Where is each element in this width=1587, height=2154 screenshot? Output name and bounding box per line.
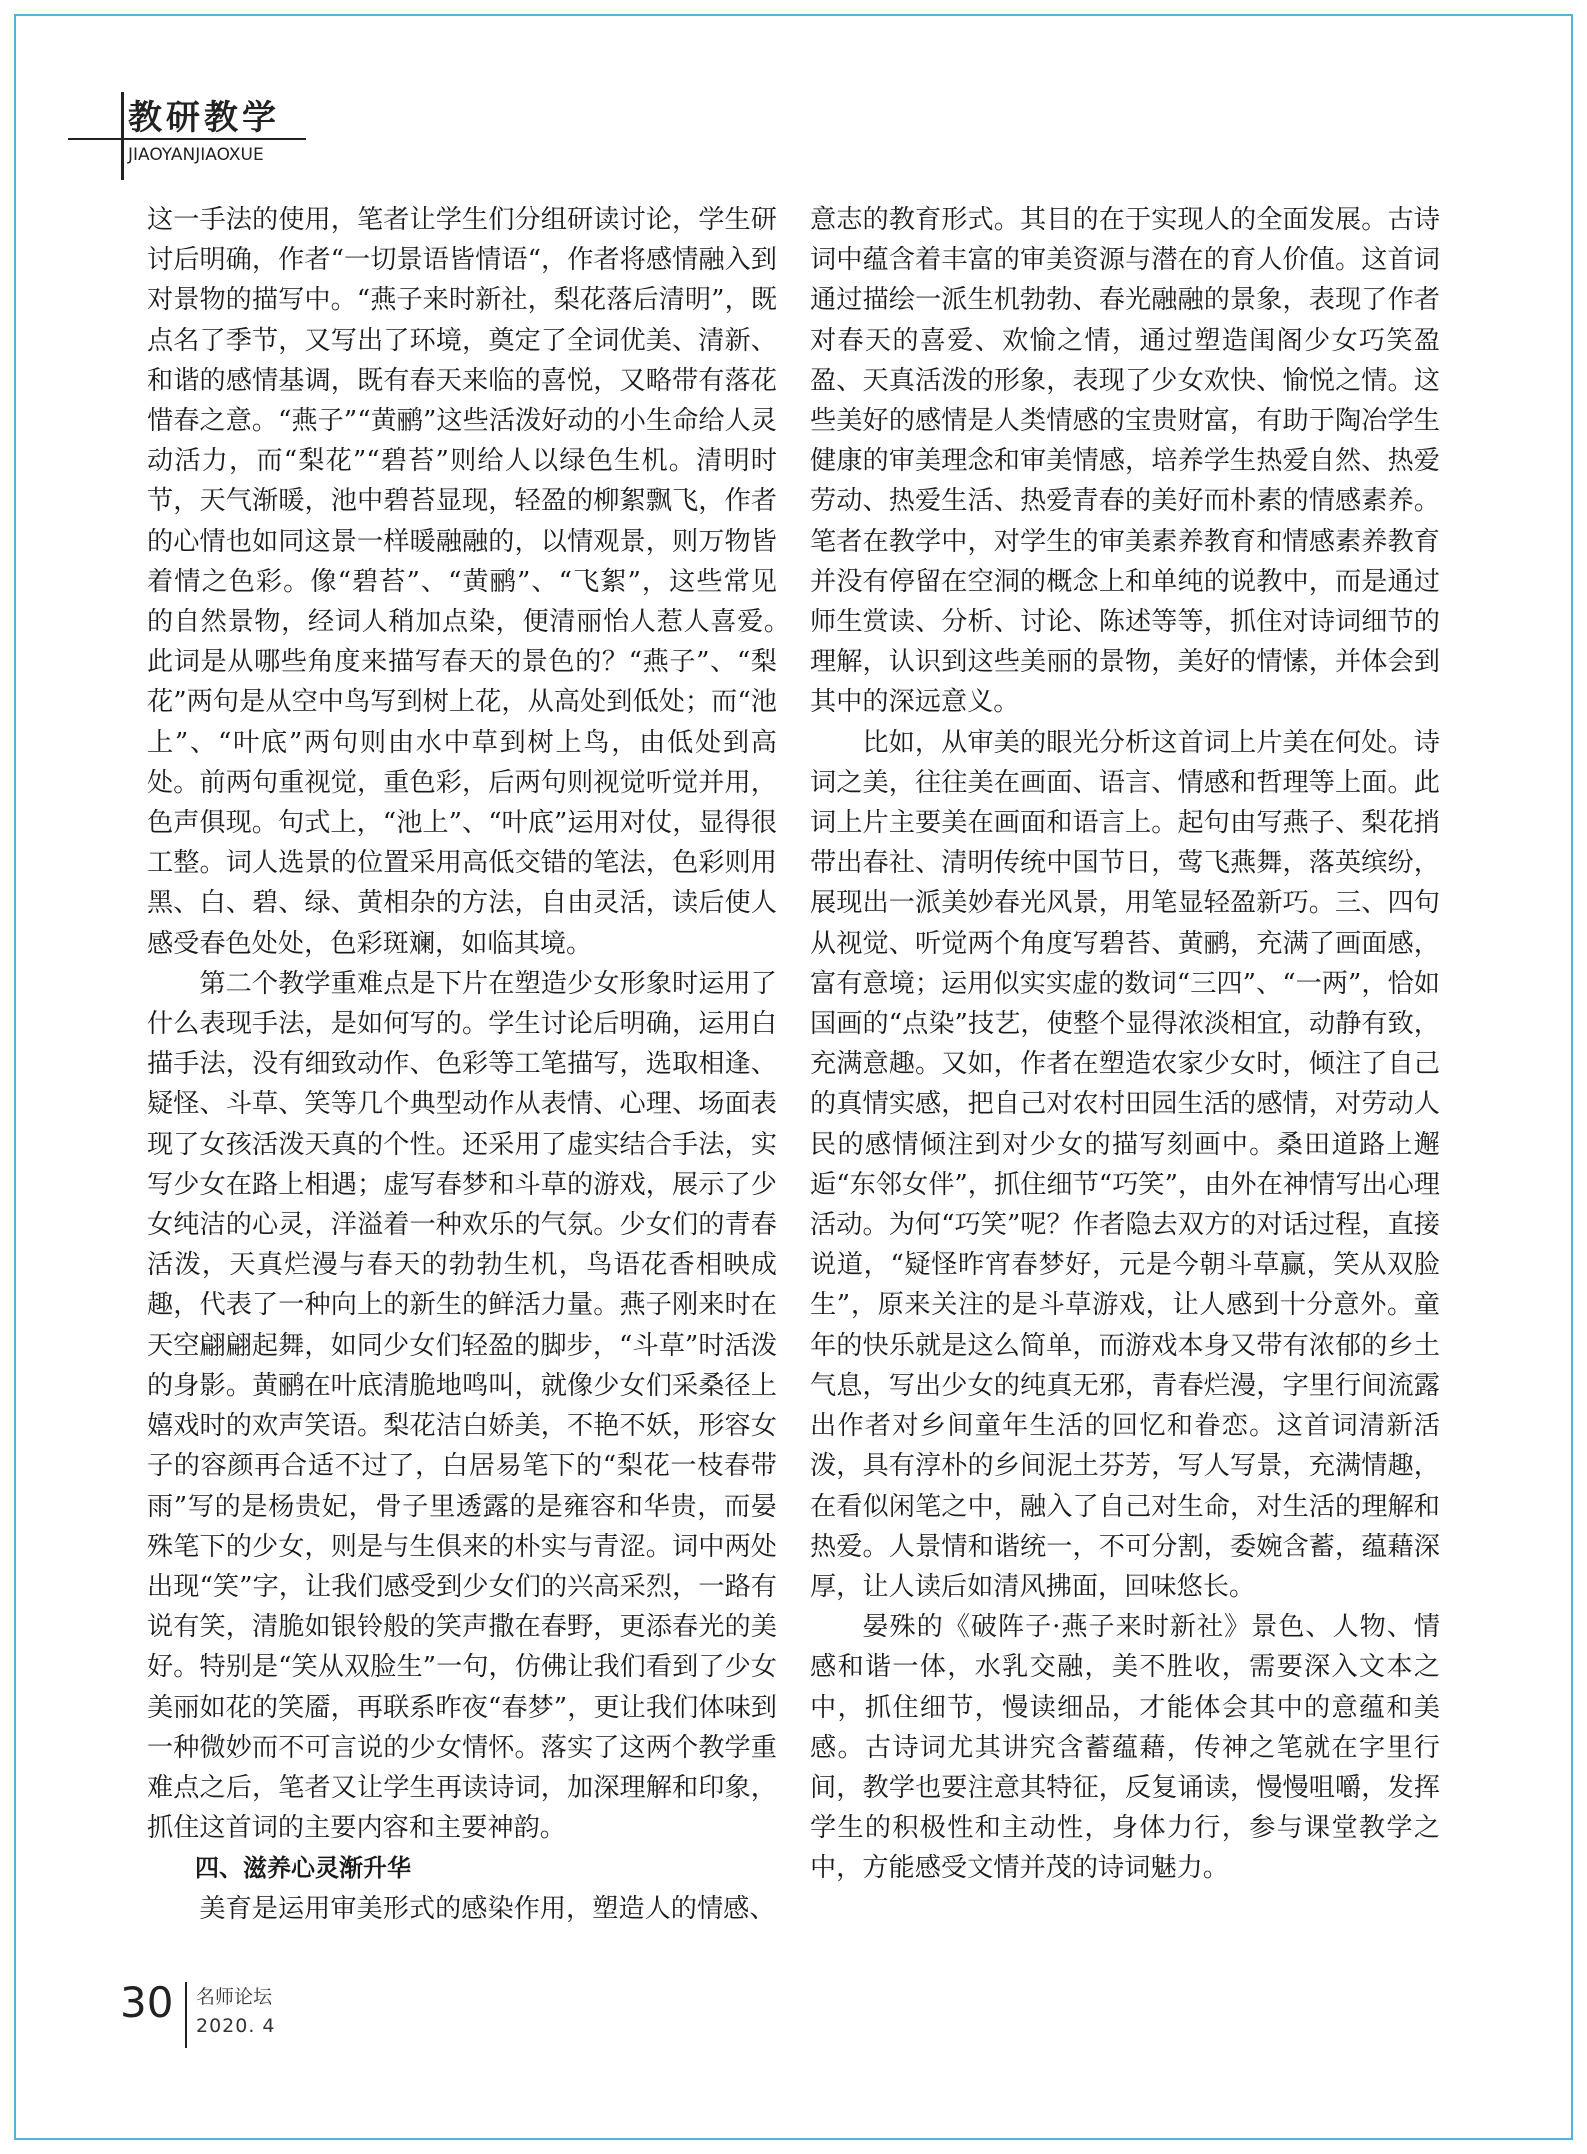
section-heading: 四、滋养心灵渐升华 [195, 1854, 411, 1883]
footer-vertical-rule [185, 1982, 187, 2048]
left-column [147, 200, 804, 1929]
issue-date: 2020. 4 [196, 2015, 276, 2037]
header-vertical-rule [121, 92, 124, 180]
right-paragraph-2: 比如，从审美的眼光分析这首词上片美在何处。诗词之美，往往美在画面、语言、情感和哲理等上面。此词上片主要美在画面和语言上。起句由写燕子、梨花捎带出春社、清明传统中国节日，莺飞燕舞，落英缤纷，展现出一派美妙春光风景，用笔显轻盈新巧。三、四句从视觉、听觉两个角度写碧苔、黄鹂，充满了画面感，富有意境；运用似实实虚的数词“三四”、“一两”，恰如国画的“点染”技艺，使整个显得浓淡相宜，动静有致，充满意趣。又如，作者在塑造农家少女时，倾注了自己的真情实感，把自己对农村田园生活的感情，对劳动人民的感情倾注到对少女的描写刻画中。桑田道路上邂逅“东邻女伴”，抓住细节“巧笑”，由外在神情写出心理活动。为何“巧笑”呢？作者隐去双方的对话过程，直接说道，“疑怪昨宵春梦好，元是今朝斗草赢，笑从双脸生”，原来关注的是斗草游戏，让人感到十分意外。童年的快乐就是这么简单，而游戏本身又带有浓郁的乡土气息，写出少女的纯真无邪，青春烂漫，字里行间流露出作者对乡间童年生活的回忆和眷恋。这首词清新活泼，具有淳朴的乡间泥土芬芳，写人写景，充满情趣，在看似闲笔之中，融入了自己对生命，对生活的理解和热爱。人景情和谐统一，不可分割，委婉含蓄，蕴藉深厚，让人读后如清风拂面，回味悠长。 [810, 727, 1440, 1602]
right-column [810, 200, 1440, 1889]
journal-name: 名师论坛 [196, 1986, 273, 2008]
page-number: 30 [120, 1978, 174, 2027]
left-paragraph-2: 第二个教学重难点是下片在塑造少女形象时运用了什么表现手法，是如何写的。学生讨论后明确，运用白描手法，没有细致动作、色彩等工笔描写，选取相逢、疑怪、斗草、笑等几个典型动作从表情、心理、场面表现了女孩活泼天真的个性。还采用了虚实结合手法，实写少女在路上相遇；虚写春梦和斗草的游戏，展示了少女纯洁的心灵，洋溢着一种欢乐的气氛。少女们的青春活泼，天真烂漫与春天的勃勃生机，鸟语花香相映成趣，代表了一种向上的新生的鲜活力量。燕子刚来时在天空翩翩起舞，如同少女们轻盈的脚步，“斗草”时活泼的身影。黄鹂在叶底清脆地鸣叫，就像少女们采桑径上嬉戏时的欢声笑语。梨花洁白娇美，不艳不妖，形容女子的容颜再合适不过了，白居易笔下的“梨花一枝春带雨”写的是杨贵妃，骨子里透露的是雍容和华贵，而晏殊笔下的少女，则是与生俱来的朴实与青涩。词中两处出现“笑”字，让我们感受到少女们的兴高采烈，一路有说有笑，清脆如银铃般的笑声撒在春野，更添春光的美好。特别是“笑从双脸生”一句，仿佛让我们看到了少女美丽如花的笑靥，再联系昨夜“春梦”，更让我们体味到一种微妙而不可言说的少女情怀。落实了这两个教学重难点之后，笔者又让学生再读诗词，加深理解和印象，抓住这首词的主要内容和主要神韵。 [147, 968, 777, 1844]
section-subtitle: JIAOYANJIAOXUE [128, 145, 264, 165]
left-paragraph-3: 美育是运用审美形式的感染作用，塑造人的情感、 [199, 1893, 776, 1924]
right-paragraph-3: 晏殊的《破阵子·燕子来时新社》景色、人物、情感和谐一体，水乳交融，美不胜收，需要深入文本之中，抓住细节，慢读细品，才能体会其中的意蕴和美感。古诗词尤其讲究含蓄蕴藉，传神之笔就在字里行间，教学也要注意其特征，反复诵读，慢慢咀嚼，发挥学生的积极性和主动性，身体力行，参与课堂教学之中，方能感受文情并茂的诗词魅力。 [810, 1612, 1440, 1884]
section-title: 教研教学 [128, 98, 280, 138]
right-paragraph-1: 意志的教育形式。其目的在于实现人的全面发展。古诗词中蕴含着丰富的审美资源与潜在的育人价值。这首词通过描绘一派生机勃勃、春光融融的景象，表现了作者对春天的喜爱、欢愉之情，通过塑造闺阁少女巧笑盈盈、天真活泼的形象，表现了少女欢快、愉悦之情。这些美好的感情是人类情感的宝贵财富，有助于陶冶学生健康的审美理念和审美情感，培养学生热爱自然、热爱劳动、热爱生活、热爱青春的美好而朴素的情感素养。笔者在教学中，对学生的审美素养教育和情感素养教育并没有停留在空洞的概念上和单纯的说教中，而是通过师生赏读、分析、讨论、陈述等等，抓住对诗词细节的理解，认识到这些美丽的景物，美好的情愫，并体会到其中的深远意义。 [810, 205, 1440, 718]
left-paragraph-1: 这一手法的使用，笔者让学生们分组研读讨论，学生研讨后明确，作者“一切景语皆情语“，作者将感情融入到对景物的描写中。“燕子来时新社，梨花落后清明”，既点名了季节，又写出了环境，奠定了全词优美、清新、和谐的感情基调，既有春天来临的喜悦，又略带有落花惜春之意。“燕子”“黄鹂”这些活泼好动的小生命给人灵动活力，而“梨花”“碧苔”则给人以绿色生机。清明时节，天气渐暖，池中碧苔显现，轻盈的柳絮飘飞，作者的心情也如同这景一样暖融融的，以情观景，则万物皆着情之色彩。像“碧苔”、“黄鹂”、“飞絮”，这些常见的自然景物，经词人稍加点染，便清丽怡人惹人喜爱。 此词是从哪些角度来描写春天的景色的？“燕子”、“梨花”两句是从空中鸟写到树上花，从高处到低处；而“池上”、“叶底”两句则由水中草到树上鸟，由低处到高处。前两句重视觉，重色彩，后两句则视觉听觉并用，色声俱现。句式上，“池上”、“叶底”运用对仗，显得很工整。词人选景的位置采用高低交错的笔法，色彩则用黑、白、碧、绿、黄相杂的方法，自由灵活，读后使人感受春色处处，色彩斑斓，如临其境。 [147, 205, 804, 959]
